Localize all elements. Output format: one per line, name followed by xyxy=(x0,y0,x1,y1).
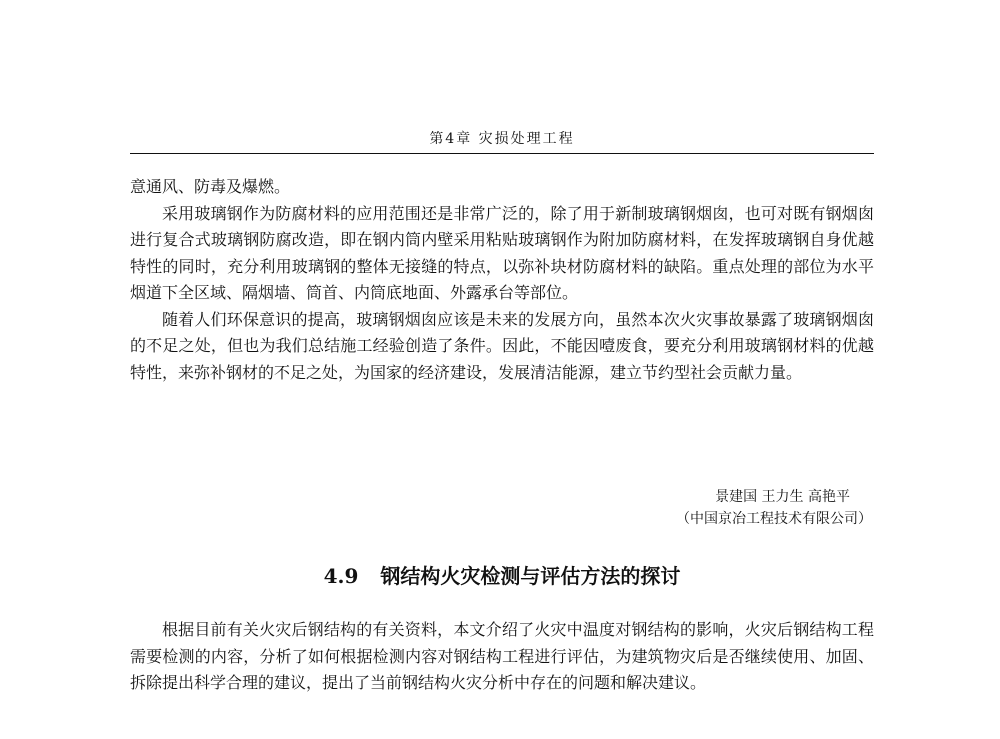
author-affiliation: （中国京冶工程技术有限公司） xyxy=(676,511,872,527)
section-number: 4.9 xyxy=(323,564,359,588)
section-heading xyxy=(130,561,874,591)
author-names: 景建国 王力生 高艳平 xyxy=(715,489,850,505)
running-header: 第4章 灾损处理工程 xyxy=(429,131,575,147)
paragraph-environmental-outlook: 随着人们环保意识的提高，玻璃钢烟囱应该是未来的发展方向，虽然本次火灾事故暴露了玻璃钢烟囱的不足之处，但也为我们总结施工经验创造了条件。因此，不能因噎废食，要充分利用玻璃钢材料的优越特性，来弥补钢材的不足之处，为国家的经济建设，发展清洁能源，建立节约型社会贡献力量。 xyxy=(130,309,874,382)
section-title: 钢结构火灾检测与评估方法的探讨 xyxy=(380,564,681,588)
header-rule xyxy=(130,153,874,154)
paragraph-continuation: 意通风、防毒及爆燃。 xyxy=(130,177,291,196)
paragraph-abstract: 根据目前有关火灾后钢结构的有关资料，本文介绍了火灾中温度对钢结构的影响，火灾后钢结构工程需要检测的内容，分析了如何根据检测内容对钢结构工程进行评估，为建筑物灾后是否继续使用、加固、拆除提出科学合理的建议，提出了当前钢结构火灾分析中存在的问题和解决建议。 xyxy=(130,620,874,692)
body-text-top xyxy=(130,174,874,386)
body-text-abstract xyxy=(130,617,874,697)
paragraph-frp-anticorrosion: 采用玻璃钢作为防腐材料的应用范围还是非常广泛的，除了用于新制玻璃钢烟囱，也可对既有钢烟囱进行复合式玻璃钢防腐改造，即在钢内筒内壁采用粘贴玻璃钢作为附加防腐材料，在发挥玻璃钢自身优越特性的同时，充分利用玻璃钢的整体无接缝的特点，以弥补块材防腐材料的缺陷。重点处理的部位为水平烟道下全区域、隔烟墙、筒首、内筒底地面、外露承台等部位。 xyxy=(130,203,874,302)
